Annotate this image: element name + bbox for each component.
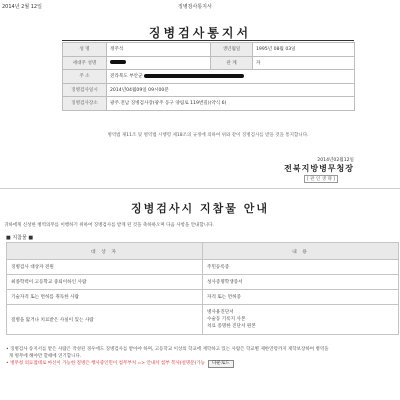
note-line: • 징병검사 송지서를 받은 사람은 작성된 경우에도 징병검사를 받아야 하며, 고등학교 이상의 학교에 재학하고 있는 사람은 학교별 제한연령까지 재학보장하여 병역을 (6, 347, 329, 352)
items-section-heading: ■ 지참물 ■ (6, 235, 34, 241)
household-head-label: 세대주 성명 (63, 56, 107, 70)
redaction-mark (144, 74, 244, 78)
table-row (7, 275, 399, 290)
red-note-line: • 병무청 의료접대로 마신이 가능한 질병은 행사중인민이 첨무부처 => 안내서 첨부 복사(설명문)가능 다운로드 (6, 360, 398, 368)
download-button[interactable]: 다운로드 (208, 360, 234, 368)
info-row-exam-place (63, 97, 355, 111)
note-text: 징병검사 송지서를 받은 사람은 작성된 경우에도 징병검사를 받아야 하며, 고등학교 이상의 학교에 재학하고 있는 사람은 학교별 제한연령까지 재학보장하여 병역을 (10, 347, 329, 352)
guide-title: 징병검사시 지참물 안내 (131, 202, 269, 215)
legal-statement: 병역법 제11조 및 병역법 시행령 제18조의 규정에 의하여 위와 같이 징병검사를 받을 것을 통지합니다. (107, 133, 309, 138)
print-date: 2014년 2월 12일 (2, 4, 42, 10)
info-row-household (63, 56, 355, 70)
exam-place-label: 징병검사장소 (63, 97, 107, 111)
required-items-table (6, 242, 399, 335)
issuer-name: 전북지방병무청장 (284, 164, 354, 173)
relation-label: 관 계 (211, 56, 253, 70)
item-line: 치료 증명한 진단서 원본 (207, 324, 256, 329)
table-row (7, 290, 399, 305)
target-cell: 최종학력이 고등학교 중퇴이하인 사람 (7, 275, 203, 290)
items-cell: 주민등록증 (203, 260, 399, 275)
notes-section (6, 346, 398, 368)
address-label: 주 소 (63, 70, 107, 84)
print-header-title: 징병검사통지서 (178, 4, 212, 10)
target-cell: 기술자격 또는 면허를 취득한 사람 (7, 290, 203, 305)
red-note-text: 병무청 의료접대로 마신이 가능한 질병은 행사중인민이 첨무부처 => 안내서 첨부 복사(설명문)가능 (10, 361, 205, 366)
items-cell: 성사증명학생증서 (203, 275, 399, 290)
birthdate-label: 생년월일 (211, 43, 253, 57)
info-row-exam-datetime (63, 83, 355, 97)
target-cell: 질병을 앓거나 치료받은 사실이 있는 사람 (7, 305, 203, 335)
item-line: 수술동 기록지 사본 (207, 317, 246, 322)
column-header-target: 대 상 자 (7, 243, 203, 260)
exam-datetime-value: 2014년04월09일 09시00분 (107, 83, 355, 97)
items-cell: 자격 또는 면허증 (203, 290, 399, 305)
exam-place-value: 광주.전남 징병검사장(광주 동구 양림로 119번길)(약식 6) (107, 97, 355, 111)
notice-title: 징병검사통지서 (148, 26, 252, 40)
name-value: 정주석 (107, 43, 211, 57)
notice-info-table (62, 42, 355, 111)
table-header-row (7, 243, 399, 260)
issue-date: 2014년02월12일 (317, 158, 354, 163)
item-line: 병사용진단서 (207, 310, 234, 315)
info-row-name (63, 43, 355, 57)
table-row (7, 260, 399, 275)
redaction-mark (110, 60, 126, 64)
target-cell: 징병검사 대상자 전원 (7, 260, 203, 275)
section-divider (0, 188, 400, 189)
info-row-address (63, 70, 355, 84)
birthdate-value: 1995년 08월 03일 (253, 43, 355, 57)
exam-datetime-label: 징병검사일시 (63, 83, 107, 97)
relation-value: 자 (253, 56, 355, 70)
column-header-content: 내 용 (203, 243, 399, 260)
note-line (6, 353, 398, 360)
seal-omitted: [ 관 인 생 략 ] (304, 175, 338, 183)
address-text: 전라북도 부안군 (110, 74, 143, 80)
household-head-value (107, 56, 211, 70)
note-text: 게 병무에 해야만 할때에 연기합니다. (8, 354, 82, 359)
address-value (107, 70, 355, 84)
items-cell (203, 305, 399, 335)
table-row (7, 305, 399, 335)
name-label: 성 명 (63, 43, 107, 57)
title-divider (62, 40, 354, 41)
guide-intro: 귀하에게 신성한 병역의무를 이행하기 위하여 징병검사를 받게 된 것을 축하하오며 다음 사항을 안내합니다. (4, 223, 214, 228)
